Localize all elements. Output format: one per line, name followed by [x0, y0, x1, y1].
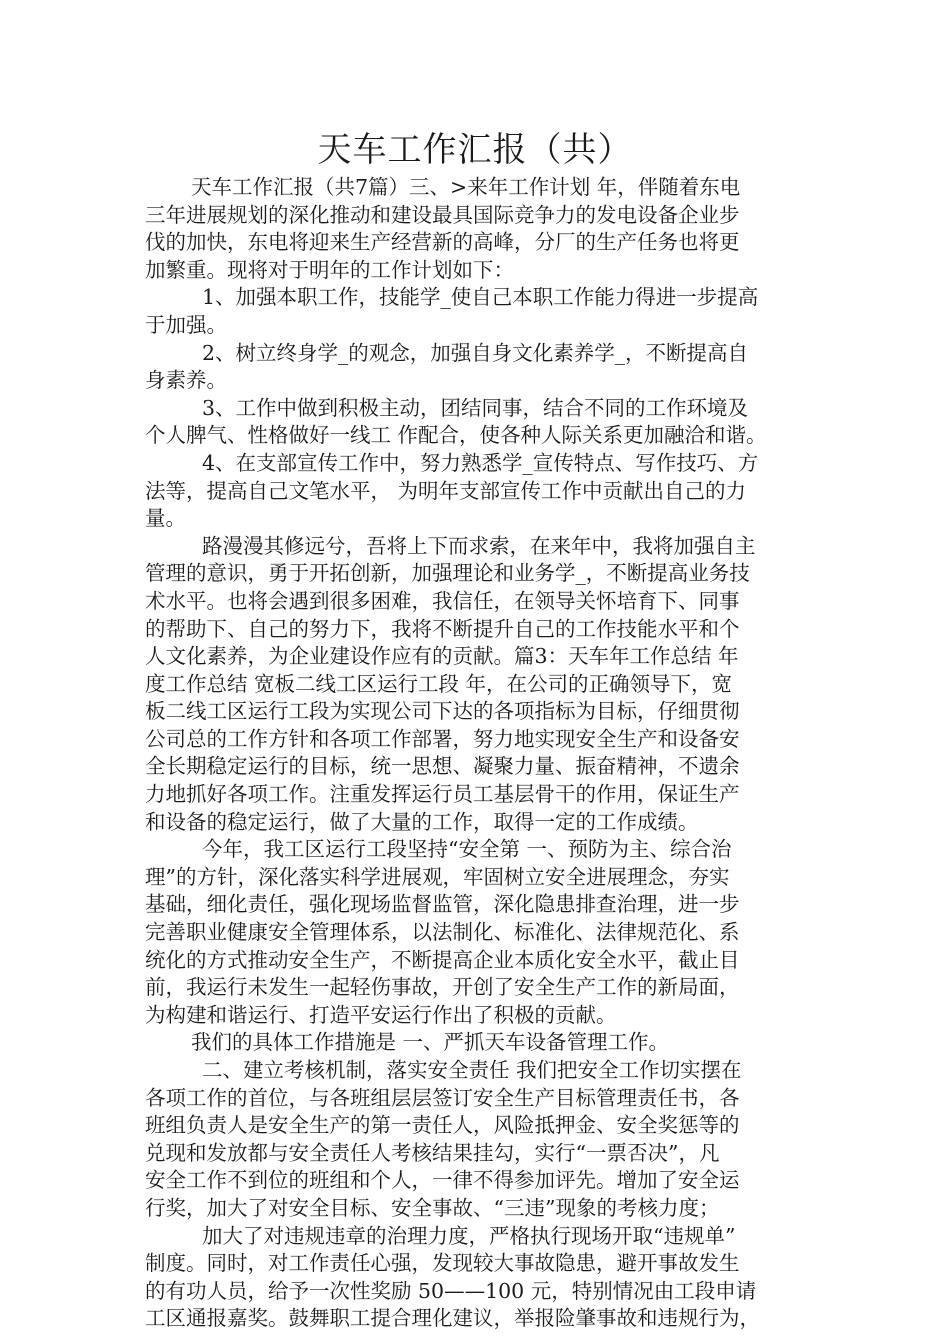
text-line: 各项工作的首位，与各班组层层签订安全生产目标管理责任书，各 [145, 1085, 740, 1110]
text-line: 为构建和谐运行、打造平安运行作出了积极的贡献。 [145, 1002, 617, 1027]
text-line: 板二线工区运行工段为实现公司下达的各项指标为目标，仔细贯彻 [145, 699, 740, 724]
text-line: 公司总的工作方针和各项工作部署，努力地实现安全生产和设备安 [145, 726, 740, 751]
text-line: 班组负责人是安全生产的第一责任人，风险抵押金、安全奖惩等的 [145, 1113, 740, 1138]
text-line: 4、在支部宣传工作中，努力熟悉学_宣传特点、写作技巧、方 [202, 450, 759, 475]
text-line: 于加强。 [145, 312, 227, 337]
text-line: 加大了对违规违章的治理力度，严格执行现场开取“违规单” [202, 1223, 736, 1248]
text-line: 统化的方式推动安全生产，不断提高企业本质化安全水平，截止目 [145, 947, 740, 972]
text-line: 3、工作中做到积极主动，团结同事，结合不同的工作环境及 [202, 395, 749, 420]
text-line: 的有功人员，给予一次性奖励 50——100 元，特别情况由工段申请 [145, 1278, 757, 1303]
document-title: 天车工作汇报（共） [317, 130, 633, 170]
text-line: 度工作总结 宽板二线工区运行工段 年，在公司的正确领导下，宽 [145, 671, 733, 696]
text-line: 的帮助下、自己的努力下，我将不断提升自己的工作技能水平和个 [145, 616, 740, 641]
text-line: 兑现和发放都与安全责任人考核结果挂勾，实行“一票否决”，凡 [145, 1140, 720, 1165]
text-line: 完善职业健康安全管理体系，以法制化、标准化、法律规范化、系 [145, 920, 740, 945]
text-line: 个人脾气、性格做好一线工 作配合，使各种人际关系更加融洽和谐。 [145, 423, 767, 448]
text-line: 路漫漫其修远兮，吾将上下而求索，在来年中，我将加强自主 [202, 533, 756, 558]
text-line: 和设备的稳定运行，做了大量的工作，取得一定的工作成绩。 [145, 809, 699, 834]
text-line: 法等，提高自己文笔水平， 为明年支部宣传工作中贡献出自己的力 [145, 478, 747, 503]
text-line: 身素养。 [145, 368, 227, 393]
text-line: 伐的加快，东电将迎来生产经营新的高峰，分厂的生产任务也将更 [145, 230, 740, 255]
text-line: 人文化素养，为企业建设作应有的贡献。篇3：天车年工作总结 年 [145, 644, 739, 669]
text-line: 前，我运行未发生一起轻伤事故，开创了安全生产工作的新局面， [145, 975, 740, 1000]
text-line: 力地抓好各项工作。注重发挥运行员工基层骨干的作用，保证生产 [145, 782, 740, 807]
text-line: 术水平。也将会遇到很多困难，我信任，在领导关怀培育下、同事 [145, 588, 740, 613]
text-line: 理”的方针，深化落实科学进展观，牢固树立安全进展理念，夯实 [145, 864, 730, 889]
text-line: 加繁重。现将对于明年的工作计划如下： [145, 257, 514, 282]
text-line: 行奖，加大了对安全目标、安全事故、“三违”现象的考核力度； [145, 1195, 720, 1220]
text-line: 全长期稳定运行的目标，统一思想、凝聚力量、振奋精神，不遗余 [145, 754, 740, 779]
text-line: 1、加强本职工作，技能学_使自己本职工作能力得进一步提高 [202, 285, 759, 310]
text-line: 工区通报嘉奖。鼓舞职工提合理化建议，举报险肇事故和违规行为， [145, 1306, 760, 1331]
document-body [145, 174, 810, 1333]
text-line: 量。 [145, 506, 186, 531]
text-line: 二、建立考核机制，落实安全责任 我们把安全工作切实摆在 [202, 1058, 742, 1082]
text-line: 我们的具体工作措施是 一、严抓天车设备管理工作。 [191, 1030, 670, 1055]
text-line: 今年，我工区运行工段坚持“安全第 一、预防为主、综合治 [202, 837, 732, 862]
text-line: 管理的意识，勇于开拓创新，加强理论和业务学_，不断提高业务技 [145, 561, 750, 586]
text-line: 2、树立终身学_的观念，加强自身文化素养学_，不断提高自 [202, 340, 749, 365]
text-line: 基础，细化责任，强化现场监督监管，深化隐患排查治理，进一步 [145, 892, 740, 917]
text-line: 三年进展规划的深化推动和建设最具国际竞争力的发电设备企业步 [145, 202, 740, 227]
text-line: 安全工作不到位的班组和个人，一律不得参加评先。增加了安全运 [145, 1168, 740, 1193]
text-line: 制度。同时，对工作责任心强，发现较大事故隐患，避开事故发生 [145, 1251, 740, 1276]
text-line: 天车工作汇报（共7篇）三、>来年工作计划 年，伴随着东电 [191, 175, 741, 199]
